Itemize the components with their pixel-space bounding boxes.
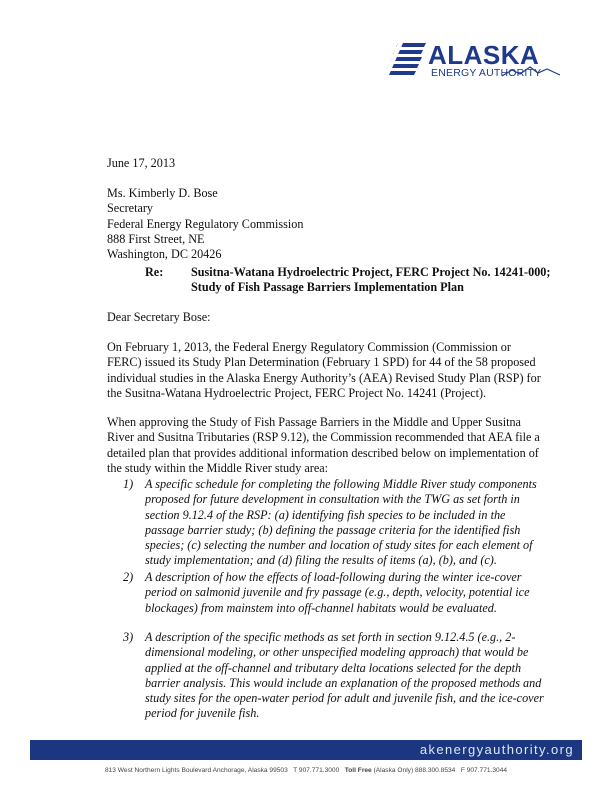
paragraph-line: River and Susitna Tributaries (RSP 9.12), the Commission recommended that AEA file a [107, 430, 540, 445]
footer-phone: T 907.771.3000 [293, 767, 340, 774]
list-item-number: 2) [123, 570, 134, 584]
list-item-line: species; (c) selecting the number and location of study sites for each element of [145, 538, 533, 553]
paragraph-line: FERC) issued its Study Plan Determination (February 1 SPD) for 44 of the 58 proposed [107, 355, 536, 370]
recipient-line: 888 First Street, NE [107, 231, 205, 246]
list-item-line: study implementation; and (d) filing the results of items (a), (b), and (c). [145, 553, 497, 568]
paragraph-line: the study within the Middle River study area: [107, 460, 329, 475]
list-item-line: barrier analysis. This would include an explanation of the proposed methods and [145, 675, 542, 690]
footer-street: 813 West Northern Lights Boulevard Anchorage, Alaska 99503 [104, 767, 288, 774]
re-subject-line: Susitna-Watana Hydroelectric Project, FERC Project No. 14241-000; [191, 265, 551, 279]
footer-tollfree-value: (Alaska Only) 888.300.8534 [373, 767, 456, 774]
re-subject-line: Study of Fish Passage Barriers Implementation Plan [191, 280, 464, 295]
alaska-energy-authority-logo [382, 40, 562, 86]
re-subject [191, 265, 550, 296]
footer-fax: F 907.771.3044 [460, 767, 508, 774]
footer-url-link[interactable]: akenergyauthority.org [419, 742, 574, 757]
list-item [145, 630, 565, 722]
re-label: Re: [145, 265, 164, 279]
logo-subtitle: ENERGY AUTHORITY [431, 67, 542, 79]
list-item-line: applied at the off-channel and tributary delta locations selected for the depth [145, 660, 522, 675]
list-item-line: A description of the specific methods as set forth in section 9.12.4.5 (e.g., 2- [145, 630, 516, 644]
letter-date: June 17, 2013 [107, 156, 176, 170]
recipient-address [107, 186, 567, 262]
list-item-line: period for juvenile fish. [145, 706, 260, 721]
salutation: Dear Secretary Bose: [107, 310, 211, 324]
paragraph-line: individual studies in the Alaska Energy Authority’s (AEA) Revised Study Plan (RSP) for [107, 370, 541, 385]
list-item-line: study sites for the open-water period for adult and juvenile fish, and the ice-cover [145, 691, 544, 706]
paragraph-line: detailed plan that provides additional information described below on implementation of [107, 445, 539, 460]
list-item-line: dimensional modeling, or other unspecified modeling approach) that would be [145, 645, 529, 660]
list-item-line: A specific schedule for completing the following Middle River study components [145, 477, 537, 491]
list-item-line: period on salmonid juvenile and fry passage (e.g., depth, velocity, potential ice [145, 585, 530, 600]
list-item-number: 3) [123, 630, 134, 644]
footer-tollfree-label: Toll Free [344, 767, 372, 774]
recipient-line: Ms. Kimberly D. Bose [107, 186, 218, 200]
paragraph-line: the Susitna-Watana Hydroelectric Project, FERC Project No. 14241 (Project). [107, 385, 487, 400]
list-item [145, 477, 565, 569]
list-item-number: 1) [123, 477, 134, 491]
paragraph-2 [107, 415, 567, 476]
recipient-line: Federal Energy Regulatory Commission [107, 216, 304, 231]
footer-address [0, 767, 612, 774]
list-item-line: passage barrier study; (b) defining the passage criteria for the identified fish [145, 522, 521, 537]
recipient-line: Secretary [107, 201, 154, 216]
logo-wordmark: ALASKA [428, 40, 540, 70]
paragraph-line: On February 1, 2013, the Federal Energy Regulatory Commission (Commission or [107, 340, 511, 354]
list-item [145, 570, 565, 616]
list-item-line: proposed for future development in consultation with the TWG as set forth in [145, 492, 520, 507]
recipient-line: Washington, DC 20426 [107, 247, 222, 262]
list-item-line: blockages) from mainstem into off-channel habitats would be evaluated. [145, 600, 497, 615]
list-item-line: A description of how the effects of load-following during the winter ice-cover [145, 570, 522, 584]
list-item-line: section 9.12.4 of the RSP: (a) identifying fish species to be included in the [145, 507, 506, 522]
paragraph-line: When approving the Study of Fish Passage Barriers in the Middle and Upper Susitna [107, 415, 521, 429]
mountain-line-icon [382, 40, 562, 86]
paragraph-1 [107, 340, 567, 401]
footer-bar [30, 740, 582, 760]
